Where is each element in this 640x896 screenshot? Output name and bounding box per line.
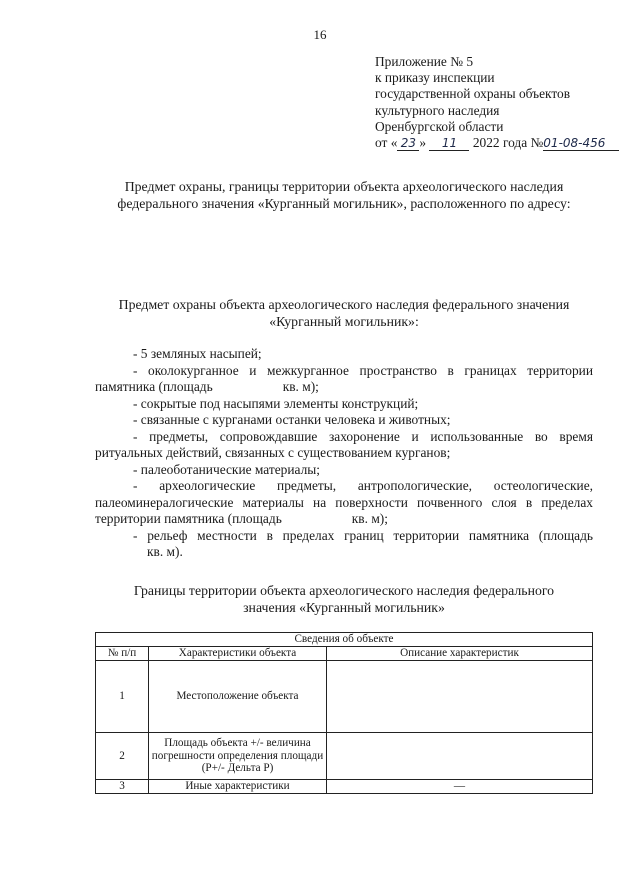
subject-heading xyxy=(88,296,600,330)
table-header-number: № п/п xyxy=(96,647,149,661)
row-description: — xyxy=(327,780,593,794)
table-header-characteristic: Характеристики объекта xyxy=(149,647,327,661)
row-number: 2 xyxy=(96,733,149,780)
row-characteristic: Иные характеристики xyxy=(149,780,327,794)
list-item: - 5 земляных насыпей; xyxy=(133,346,262,361)
table-row xyxy=(96,780,593,794)
date-prefix: от « xyxy=(375,135,398,151)
subject-heading-line: «Курганный могильник»: xyxy=(269,314,419,329)
handwritten-day: 23 xyxy=(397,137,419,151)
list-item: - археологические предметы, антропологические, остеологические, палеоминералогические материалы на поверхности почвенного слоя в пределах территории памятника (площадь кв. м); xyxy=(95,478,593,526)
table-header-description: Описание характеристик xyxy=(327,647,593,661)
annex-line: Оренбургской области xyxy=(375,118,504,134)
table-caption: Сведения об объекте xyxy=(96,633,593,647)
table-row xyxy=(96,733,593,780)
row-description xyxy=(327,733,593,780)
list-item: - предметы, сопровождавшие захоронение и использованные во время ритуальных действий, связанных с существованием курганов; xyxy=(95,428,593,460)
row-characteristic: Местоположение объекта xyxy=(149,661,327,733)
row-number: 1 xyxy=(96,661,149,733)
row-number: 3 xyxy=(96,780,149,794)
annex-line: к приказу инспекции xyxy=(375,70,495,86)
object-info-table xyxy=(95,632,593,794)
date-mid: » xyxy=(419,135,430,151)
borders-heading-line: значения «Курганный могильник» xyxy=(243,600,445,615)
borders-heading-line: Границы территории объекта археологического наследия федерального xyxy=(133,583,555,598)
list-item: - палеоботанические материалы; xyxy=(133,461,320,477)
title-line: федерального значения «Курганный могильник», расположенного по адресу: xyxy=(117,196,571,211)
page-number: 16 xyxy=(313,27,327,42)
borders-heading xyxy=(88,582,600,616)
annex-line: государственной охраны объектов xyxy=(375,86,571,102)
annex-block xyxy=(375,54,619,151)
list-item: - околокурганное и межкурганное пространство в границах территории памятника (площадь кв. м); xyxy=(95,362,593,394)
subject-list xyxy=(95,346,593,561)
row-characteristic: Площадь объекта +/- величина погрешности определения площади (Р+/- Дельта Р) xyxy=(149,733,327,780)
list-item: - сокрытые под насыпями элементы конструкций; xyxy=(133,395,419,411)
date-year: 2022 года № xyxy=(469,135,544,151)
list-item: - связанные с курганами останки человека и животных; xyxy=(133,412,451,427)
list-item: - рельеф местности в пределах границ территории памятника (площадькв. м). xyxy=(133,527,593,559)
row-description xyxy=(327,661,593,733)
handwritten-month: 11 xyxy=(429,137,469,151)
annex-line: культурного наследия xyxy=(375,102,500,118)
table-row xyxy=(96,661,593,733)
document-title xyxy=(88,178,600,212)
subject-heading-line: Предмет охраны объекта археологического наследия федерального значения xyxy=(118,297,570,312)
handwritten-order-number: 01-08-456 xyxy=(543,137,619,151)
title-line: Предмет охраны, границы территории объекта археологического наследия xyxy=(124,179,564,194)
annex-date-line xyxy=(375,135,619,151)
annex-title: Приложение № 5 xyxy=(375,54,474,69)
